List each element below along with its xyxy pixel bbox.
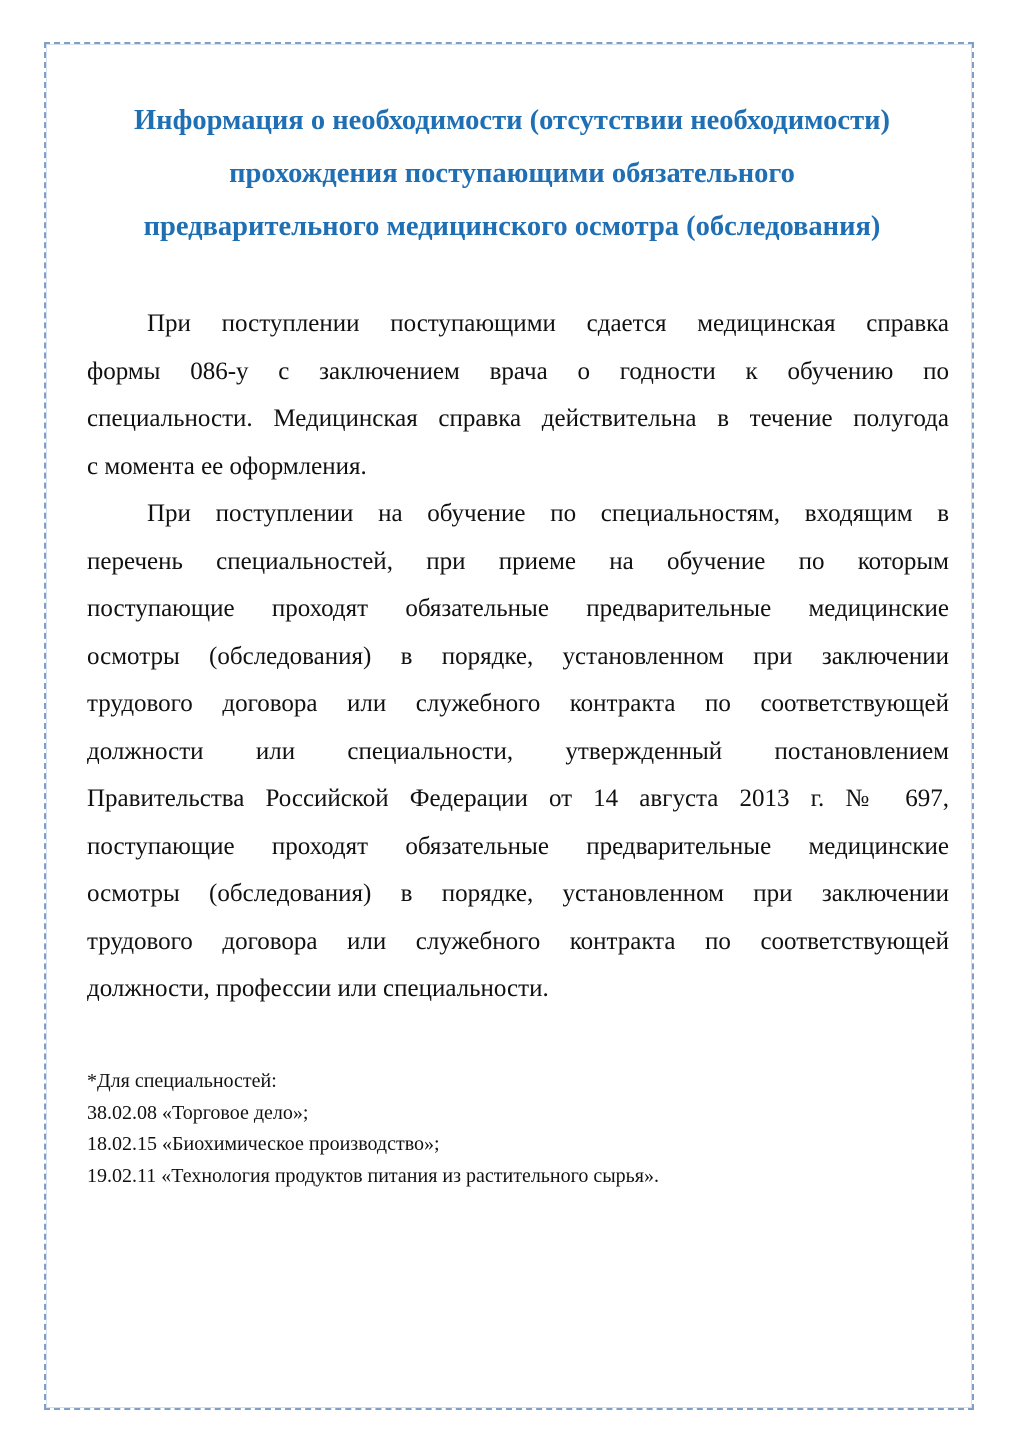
specialties-notes (87, 1066, 949, 1192)
document-body (87, 300, 949, 1013)
document-title (60, 94, 964, 253)
specialty-item: 19.02.11 «Технология продуктов питания из растительного сырья». (87, 1164, 659, 1187)
title-line-1: Информация о необходимости (отсутствии необходимости) (134, 105, 890, 136)
paragraph-line: осмотры (обследования) в порядке, установленном при заключении (87, 642, 949, 670)
paragraph-line: специальности. Медицинская справка действительна в течение полугода (87, 405, 949, 432)
paragraph-1 (87, 300, 949, 490)
paragraph-line: перечень специальностей, при приеме на обучение по которым (87, 547, 949, 575)
paragraph-line: должности, профессии или специальности. (87, 975, 549, 1002)
paragraph-line: Правительства Российской Федерации от 14 августа 2013 г. № 697, (87, 785, 949, 812)
title-line-3: предварительного медицинского осмотра (обследования) (143, 211, 881, 242)
title-line-2: прохождения поступающими обязательного (229, 158, 795, 189)
paragraph-line: поступающие проходят обязательные предварительные медицинские (87, 595, 949, 622)
specialty-item: 18.02.15 «Биохимическое производство»; (87, 1133, 440, 1155)
paragraph-line: трудового договора или служебного контракта по соответствующей (87, 927, 949, 955)
notes-heading: *Для специальностей: (87, 1070, 277, 1092)
paragraph-line: При поступлении на обучение по специальностям, входящим в (147, 500, 949, 527)
specialty-item: 38.02.08 «Торговое дело»; (87, 1101, 309, 1124)
paragraph-line: осмотры (обследования) в порядке, установленном при заключении (87, 880, 949, 907)
paragraph-2 (87, 490, 949, 1013)
paragraph-line: При поступлении поступающими сдается медицинская справка (147, 310, 949, 337)
paragraph-line: трудового договора или служебного контракта по соответствующей (87, 690, 949, 717)
paragraph-line: формы 086-у с заключением врача о годности к обучению по (87, 357, 949, 385)
paragraph-line: поступающие проходят обязательные предварительные медицинские (87, 832, 949, 860)
paragraph-line: с момента ее оформления. (87, 452, 367, 480)
paragraph-line: должности или специальности, утвержденный постановлением (87, 737, 949, 765)
